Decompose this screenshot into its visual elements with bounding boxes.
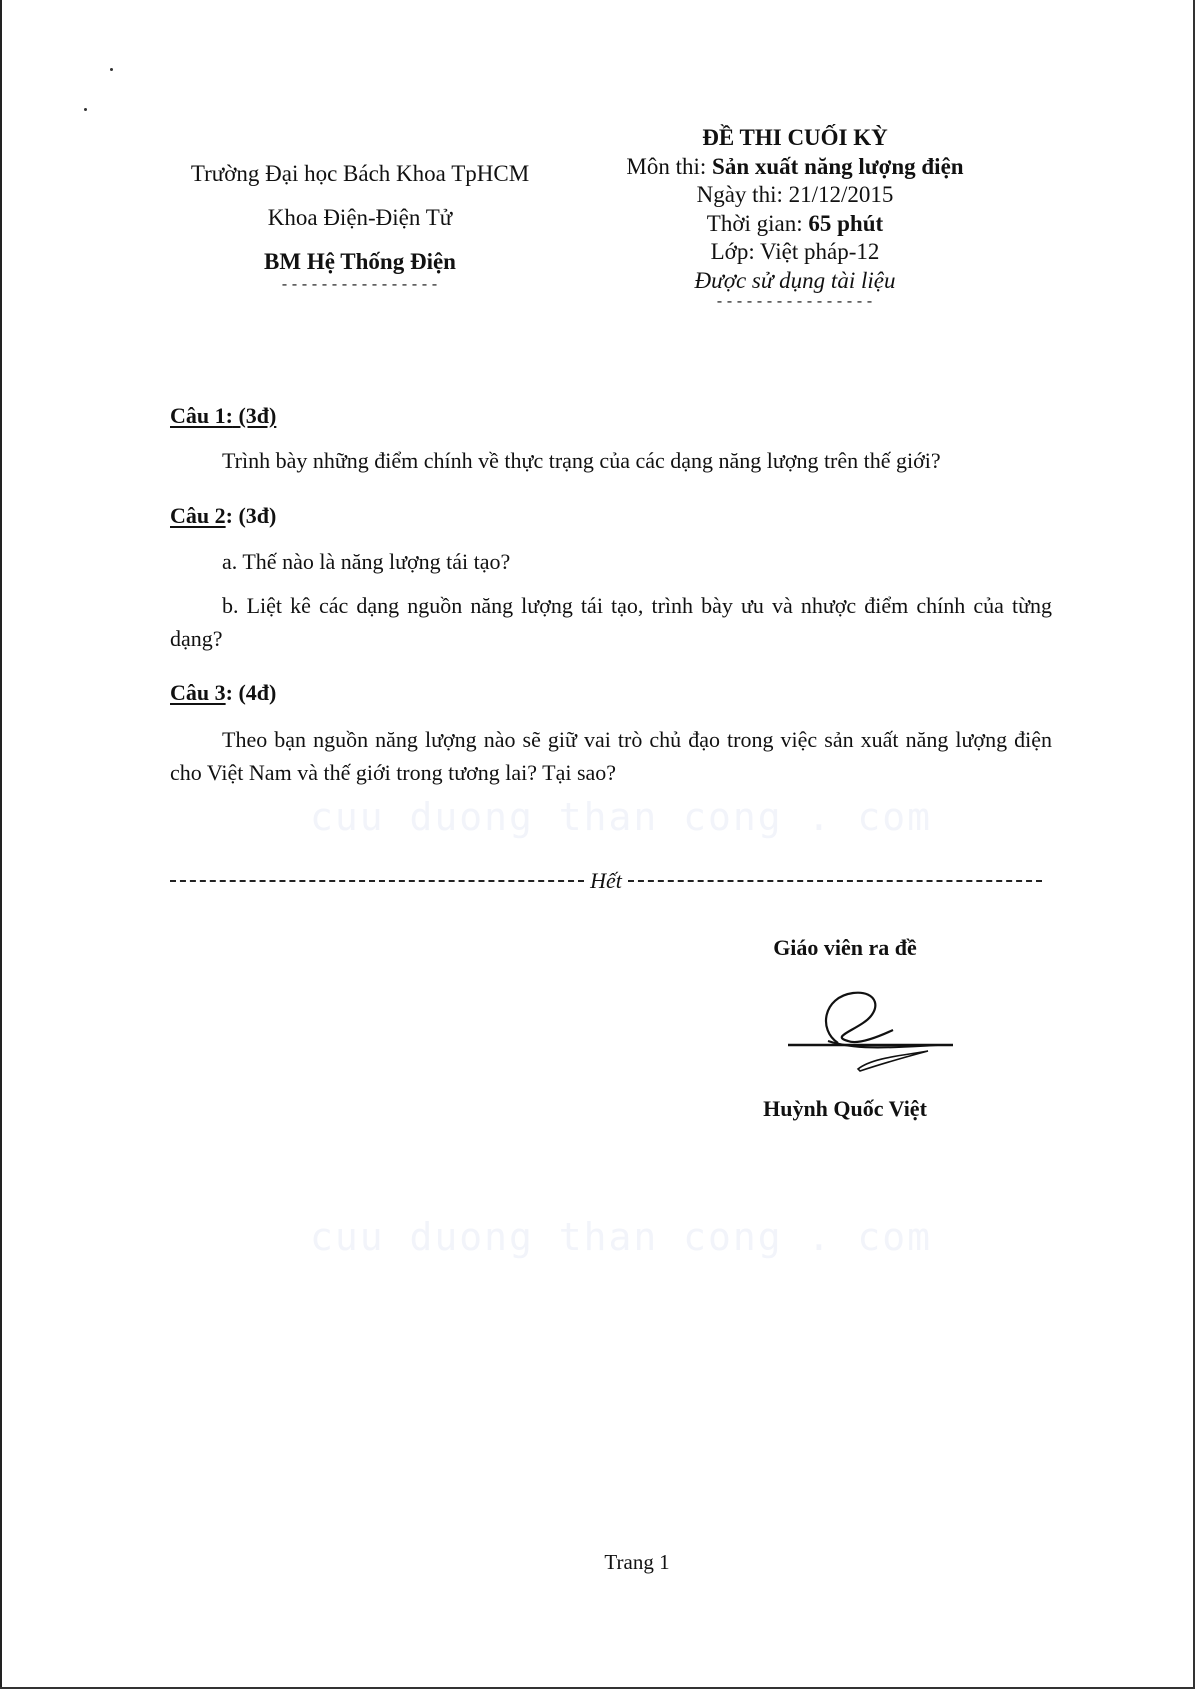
question-1-text: Trình bày những điểm chính về thực trạng của các dạng năng lượng trên thế giới? (222, 448, 941, 473)
signature-image (778, 985, 978, 1080)
scan-speck (110, 68, 113, 71)
watermark-text: cuu duong than cong . com (310, 1215, 932, 1259)
question-2b-text: b. Liệt kê các dạng nguồn năng lượng tái tạo, trình bày ưu và nhược điểm chính của từng dạng? (170, 593, 1052, 651)
page-border-left (0, 0, 2, 1689)
scan-speck (84, 108, 87, 111)
question-1-heading (170, 403, 276, 429)
exam-subject (600, 153, 990, 182)
teacher-title: Giáo viên ra đề (773, 935, 917, 960)
question-2-heading (170, 503, 276, 529)
end-marker: Hết (590, 868, 622, 893)
question-3-points: : (4đ) (225, 680, 277, 705)
question-3-text: Theo bạn nguồn năng lượng nào sẽ giữ vai trò chủ đạo trong việc sản xuất năng lượng điện cho Việt Nam và thế giới trong tương lai? Tại sao? (170, 727, 1052, 785)
department-name: BM Hệ Thống Điện (264, 249, 456, 274)
question-3-heading (170, 680, 276, 706)
page-number: Trang 1 (604, 1550, 670, 1574)
question-2-points: : (3đ) (225, 503, 277, 528)
watermark-text: cuu duong than cong . com (310, 795, 932, 839)
question-1-points: (3đ) (232, 403, 277, 428)
duration-value: 65 phút (808, 210, 884, 236)
question-2a-text: a. Thế nào là năng lượng tái tạo? (222, 549, 511, 574)
question-2-label: Câu 2 (170, 503, 226, 528)
exam-title: ĐỀ THI CUỐI KỲ (702, 125, 888, 150)
header-right-separator: ---------------- (714, 294, 876, 311)
subject-value: Sản xuất năng lượng điện (712, 153, 964, 179)
question-3-label: Câu 3 (170, 680, 226, 705)
header-left (160, 160, 560, 294)
exam-duration (600, 210, 990, 239)
faculty-name: Khoa Điện-Điện Tử (267, 205, 453, 230)
question-1-label: Câu 1: (170, 403, 233, 428)
materials-note: Được sử dụng tài liệu (694, 267, 896, 293)
subject-label: Môn thi: (626, 153, 713, 179)
school-name: Trường Đại học Bách Khoa TpHCM (190, 161, 530, 186)
header-left-separator: ---------------- (279, 277, 441, 294)
exam-class: Lớp: Việt pháp-12 (710, 239, 880, 264)
end-marker-line (170, 868, 1042, 894)
exam-date: Ngày thi: 21/12/2015 (696, 182, 894, 207)
end-rule-left (170, 880, 584, 882)
teacher-name: Huỳnh Quốc Việt (763, 1096, 927, 1121)
end-rule-right (628, 880, 1042, 882)
header-right (600, 124, 990, 311)
duration-label: Thời gian: (706, 210, 809, 236)
